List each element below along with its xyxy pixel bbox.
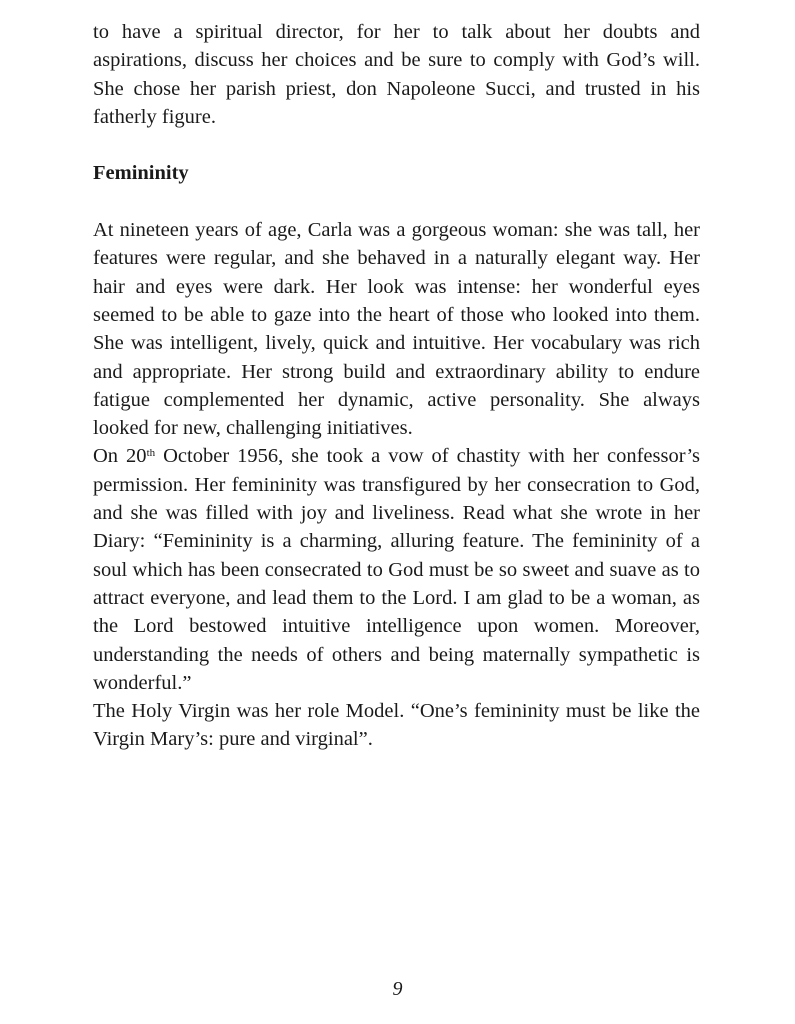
paragraph-vow-text: October 1956, she took a vow of chastity with her confessor’s permission. Her femininity was transfigured by her consecration to God, and she was filled with joy and liveliness. Read what she wrote in her Diary: “Femininity is a charming, alluring feature. The femininity of a soul which has been consecrated to God must be so sweet and suave as to attract everyone, and lead them to the Lord. I am glad to be a woman, as the Lord bestowed intuitive intelligence upon women. Moreover, understanding the needs of others and being maternally sympathetic is wonderful.”	[93, 445, 700, 694]
continued-paragraph: to have a spiritual director, for her to talk about her doubts and aspirations, discuss her choices and be sure to comply with God’s will. She chose her parish priest, don Napoleone Succi, and trusted in his fatherly figure.	[93, 21, 700, 128]
spacer	[93, 188, 700, 216]
section-heading: Femininity	[93, 162, 189, 185]
date-prefix: On 20	[93, 445, 147, 468]
paragraph-role-model: The Holy Virgin was her role Model. “One’s femininity must be like the Virgin Mary’s: pure and virginal”.	[93, 700, 700, 751]
page-number: 9	[392, 978, 403, 1000]
ordinal-suffix: th	[146, 446, 156, 459]
paragraph-description: At nineteen years of age, Carla was a gorgeous woman: she was tall, her features were regular, and she behaved in a naturally elegant way. Her hair and eyes were dark. Her look was intense: her wonderful eyes seemed to be able to gaze into the heart of those who looked into them. She was intelligent, lively, quick and intuitive. Her vocabulary was rich and appropriate. Her strong build and extraordinary ability to endure fatigue complemented her dynamic, active personality. She always looked for new, challenging initiatives.	[93, 219, 700, 440]
paragraph-vow	[93, 442, 700, 697]
spacer	[93, 131, 700, 159]
page-body	[93, 18, 700, 754]
